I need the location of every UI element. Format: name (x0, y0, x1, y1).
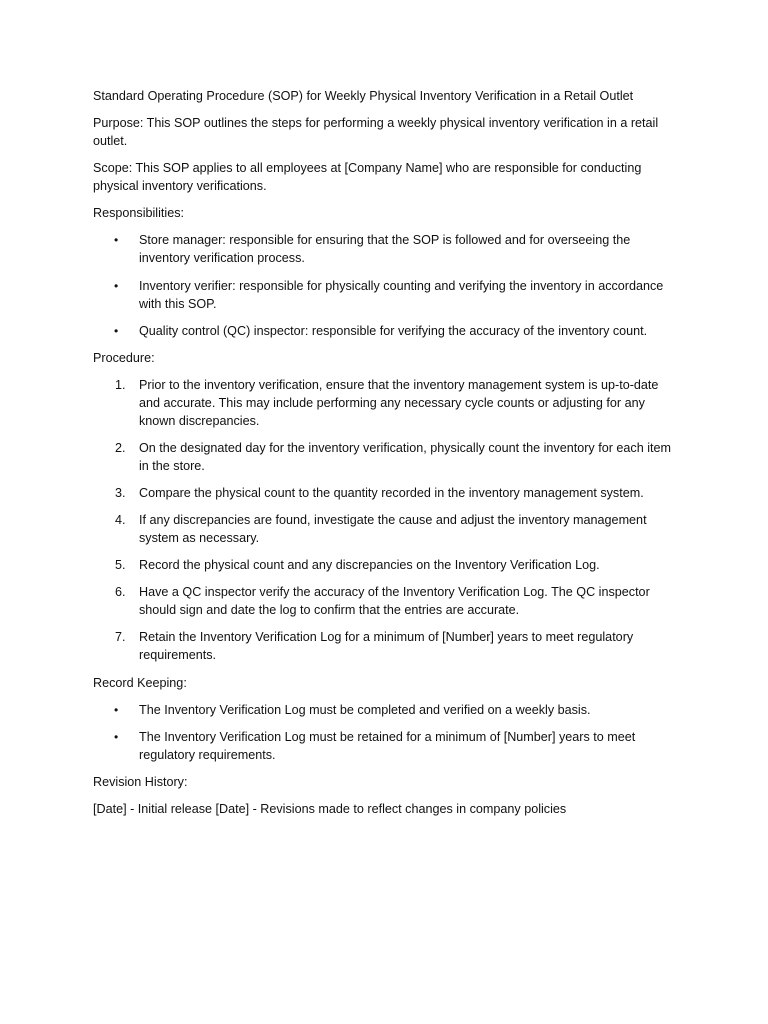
procedure-step (115, 439, 677, 475)
revision-history-text: [Date] - Initial release [Date] - Revisions made to reflect changes in company policies (93, 802, 567, 816)
scope-paragraph: Scope: This SOP applies to all employees at [Company Name] who are responsible for conducting physical inventory verifications. (93, 161, 642, 193)
step-text: Retain the Inventory Verification Log for a minimum of [Number] years to meet regulatory requirements. (139, 630, 634, 662)
revision-history-heading: Revision History: (93, 775, 188, 789)
responsibility-item (114, 277, 677, 313)
record-keeping-heading: Record Keeping: (93, 676, 187, 690)
step-text: Record the physical count and any discrepancies on the Inventory Verification Log. (139, 558, 600, 572)
responsibility-item (114, 231, 677, 267)
procedure-step (115, 628, 677, 664)
step-text: Have a QC inspector verify the accuracy of the Inventory Verification Log. The QC inspector should sign and date the log to confirm that the entries are accurate. (139, 585, 650, 617)
document-title: Standard Operating Procedure (SOP) for Weekly Physical Inventory Verification in a Retail Outlet (93, 89, 634, 103)
step-number: 5. (115, 558, 126, 572)
bullet-marker: • (114, 233, 119, 247)
bullet-marker: • (114, 324, 119, 338)
step-number: 6. (115, 585, 126, 599)
record-keeping-item (114, 701, 677, 719)
procedure-step (115, 484, 677, 502)
step-text: Compare the physical count to the quantity recorded in the inventory management system. (139, 486, 644, 500)
responsibilities-heading: Responsibilities: (93, 206, 184, 220)
record-keeping-text: The Inventory Verification Log must be completed and verified on a weekly basis. (139, 703, 591, 717)
record-keeping-text: The Inventory Verification Log must be retained for a minimum of [Number] years to meet regulatory requirements. (139, 730, 636, 762)
procedure-step (115, 511, 677, 547)
bullet-marker: • (114, 730, 119, 744)
procedure-heading: Procedure: (93, 351, 155, 365)
step-text: On the designated day for the inventory verification, physically count the inventory for each item in the store. (139, 441, 672, 473)
procedure-step (115, 376, 677, 430)
responsibility-item (114, 322, 677, 340)
bullet-marker: • (114, 279, 119, 293)
step-number: 7. (115, 630, 126, 644)
step-number: 1. (115, 378, 126, 392)
step-number: 4. (115, 513, 126, 527)
purpose-paragraph: Purpose: This SOP outlines the steps for performing a weekly physical inventory verification in a retail outlet. (93, 116, 659, 148)
responsibility-text: Quality control (QC) inspector: responsible for verifying the accuracy of the inventory count. (139, 324, 648, 338)
responsibility-text: Inventory verifier: responsible for physically counting and verifying the inventory in accordance with this SOP. (139, 279, 664, 311)
step-number: 3. (115, 486, 126, 500)
procedure-step (115, 556, 677, 574)
step-text: Prior to the inventory verification, ensure that the inventory management system is up-to-date and accurate. This may include performing any necessary cycle counts or adjusting for any known discrepancies. (139, 378, 659, 428)
record-keeping-item (114, 728, 677, 764)
bullet-marker: • (114, 703, 119, 717)
step-number: 2. (115, 441, 126, 455)
responsibility-text: Store manager: responsible for ensuring that the SOP is followed and for overseeing the inventory verification process. (139, 233, 631, 265)
step-text: If any discrepancies are found, investigate the cause and adjust the inventory management system as necessary. (139, 513, 647, 545)
procedure-step (115, 583, 677, 619)
